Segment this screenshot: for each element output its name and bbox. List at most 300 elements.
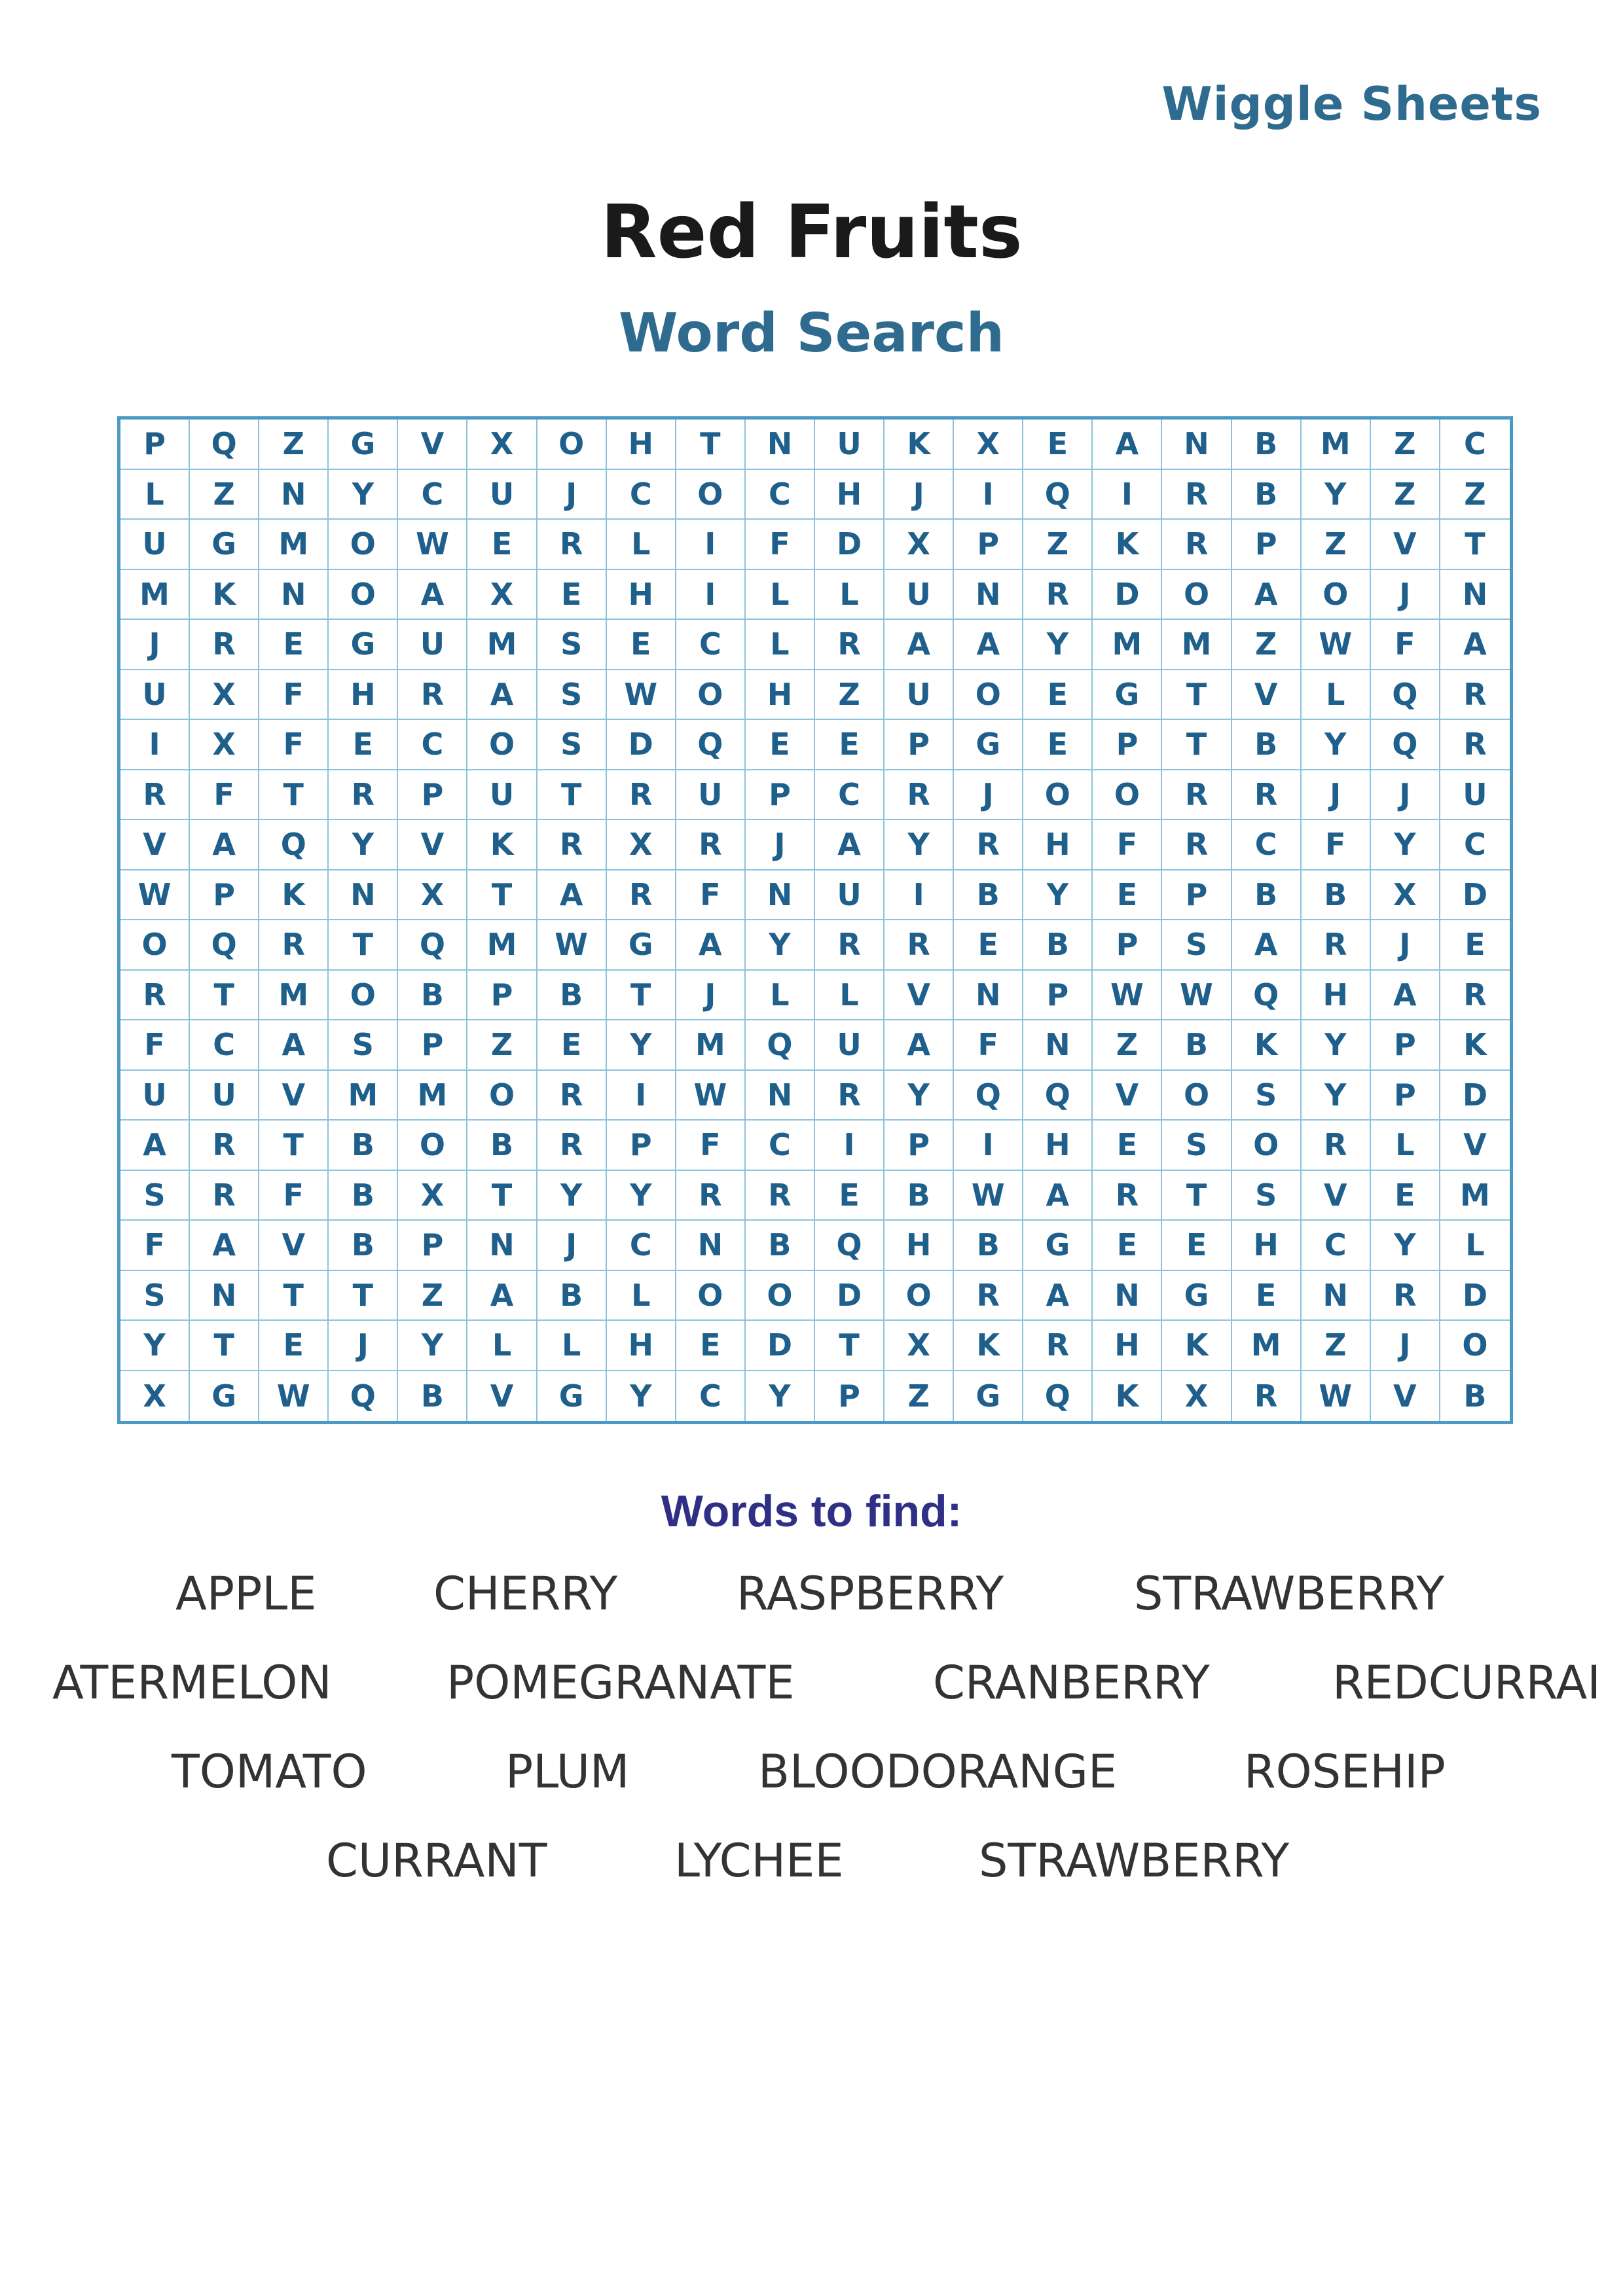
grid-cell: X [467,420,537,470]
grid-cell: Y [1371,820,1440,870]
grid-cell: V [1232,670,1302,721]
grid-cell: A [190,820,259,870]
grid-cell: Y [746,920,815,971]
grid-cell: R [1440,971,1510,1021]
grid-cell: L [746,570,815,620]
grid-cell: Y [1371,1221,1440,1271]
grid-cell: D [815,520,884,570]
grid-cell: O [120,920,190,971]
grid-cell: J [884,470,954,520]
grid-cell: E [538,570,607,620]
grid-cell: R [1232,770,1302,821]
grid-cell: W [120,870,190,921]
grid-cell: U [676,770,746,821]
word-item: CURRANT [326,1834,547,1888]
grid-cell: N [467,1221,537,1271]
word-item: ATERMELON [52,1656,332,1710]
grid-cell: W [676,1071,746,1121]
grid-cell: H [1232,1221,1302,1271]
grid-cell: P [607,1121,676,1171]
grid-cell: G [1023,1221,1093,1271]
grid-cell: R [676,820,746,870]
grid-cell: G [190,1371,259,1422]
grid-cell: G [607,920,676,971]
grid-cell: A [1232,920,1302,971]
grid-cell: W [1302,620,1371,670]
grid-cell: R [815,620,884,670]
grid-cell: Y [1302,1020,1371,1071]
grid-cell: R [607,770,676,821]
grid-cell: B [954,1221,1023,1271]
grid-cell: S [538,720,607,770]
grid-cell: H [607,1321,676,1371]
grid-cell: S [538,620,607,670]
grid-cell: Y [1302,470,1371,520]
grid-cell: F [676,870,746,921]
grid-cell: H [607,420,676,470]
grid-cell: B [467,1121,537,1171]
grid-cell: P [398,1221,467,1271]
grid-cell: J [1302,770,1371,821]
grid-cell: X [884,1321,954,1371]
grid-cell: R [1162,820,1231,870]
grid-cell: I [1093,470,1162,520]
grid-cell: M [1162,620,1231,670]
grid-cell: X [1162,1371,1231,1422]
grid-cell: O [676,670,746,721]
word-item: CHERRY [433,1567,618,1621]
grid-cell: R [538,520,607,570]
grid-cell: R [538,820,607,870]
grid-cell: T [259,1271,329,1321]
grid-cell: E [1093,870,1162,921]
grid-cell: T [815,1321,884,1371]
grid-cell: L [120,470,190,520]
grid-cell: G [329,620,398,670]
grid-cell: R [1023,1321,1093,1371]
grid-cell: M [1302,420,1371,470]
grid-cell: R [190,1121,259,1171]
grid-cell: L [538,1321,607,1371]
brand-name: Wiggle Sheets [1161,77,1542,131]
grid-cell: R [120,770,190,821]
grid-cell: I [120,720,190,770]
grid-cell: S [120,1271,190,1321]
grid-cell: B [1463,1378,1487,1414]
grid-cell: M [398,1071,467,1121]
grid-cell: B [954,870,1023,921]
word-item: APPLE [175,1567,317,1621]
grid-cell: M [259,971,329,1021]
grid-cell: F [954,1020,1023,1071]
grid-cell: L [467,1321,537,1371]
grid-cell: J [746,820,815,870]
grid-cell: Z [1302,520,1371,570]
word-item: POMEGRANATE [447,1656,795,1710]
grid-cell: D [746,1321,815,1371]
grid-cell: O [467,1071,537,1121]
grid-cell: F [120,1020,190,1071]
grid-cell: U [1440,770,1510,821]
grid-cell: U [467,770,537,821]
grid-cell: L [607,1271,676,1321]
grid-cell: G [954,1371,1023,1422]
grid-cell: I [954,470,1023,520]
grid-cell: R [259,920,329,971]
grid-cell: I [676,520,746,570]
grid-cell: R [815,920,884,971]
grid-cell: C [746,1121,815,1171]
grid-cell: T [1162,670,1231,721]
grid-cell: B [398,1371,467,1422]
grid-cell: N [1302,1271,1371,1321]
grid-cell: U [815,420,884,470]
grid-cell: S [1232,1071,1302,1121]
grid-cell: A [398,570,467,620]
grid-cell: V [1093,1071,1162,1121]
word-item: STRAWBERRY [979,1834,1290,1888]
grid-cell: U [398,620,467,670]
grid-cell: U [120,1071,190,1121]
grid-cell: K [1093,1371,1162,1422]
grid-cell: K [259,870,329,921]
grid-cell: C [398,720,467,770]
grid-cell: B [398,971,467,1021]
word-item: BLOODORANGE [758,1745,1118,1799]
grid-cell: U [884,670,954,721]
grid-cell: R [1302,1121,1371,1171]
grid-cell: Z [1093,1020,1162,1071]
grid-cell: N [954,971,1023,1021]
grid-cell: T [329,920,398,971]
grid-cell: A [1023,1171,1093,1221]
grid-cell: M [1232,1321,1302,1371]
grid-cell: R [1371,1271,1440,1321]
grid-cell: W [607,670,676,721]
grid-cell: Q [398,920,467,971]
grid-cell: X [1371,870,1440,921]
grid-cell: A [884,1020,954,1071]
grid-cell: X [398,1171,467,1221]
grid-cell: A [120,1121,190,1171]
grid-cell: W [1093,971,1162,1021]
grid-cell: Q [954,1071,1023,1121]
word-item: ROSEHIP [1244,1745,1446,1799]
grid-cell: B [1162,1020,1231,1071]
grid-cell: Z [1440,470,1510,520]
letter-grid [117,416,1513,1424]
grid-cell: R [190,1171,259,1221]
grid-cell: D [815,1271,884,1321]
grid-cell: T [538,770,607,821]
grid-cell: R [1440,670,1510,721]
grid-cell: O [884,1271,954,1321]
grid-cell: O [1162,570,1231,620]
grid-cell: R [884,920,954,971]
grid-cell: I [884,870,954,921]
grid-cell: Y [746,1371,815,1422]
grid-cell: E [538,1020,607,1071]
grid-cell: L [1440,1221,1510,1271]
grid-cell: E [1371,1171,1440,1221]
grid-cell: H [1093,1321,1162,1371]
grid-cell: L [607,520,676,570]
grid-cell: B [538,971,607,1021]
grid-cell: M [467,620,537,670]
grid-cell: F [259,670,329,721]
grid-cell: E [746,720,815,770]
word-item: CRANBERRY [933,1656,1210,1710]
grid-cell: A [259,1020,329,1071]
grid-cell: P [120,420,190,470]
grid-cell: Z [1371,420,1440,470]
grid-cell: R [676,1171,746,1221]
grid-cell: B [329,1121,398,1171]
grid-cell: H [884,1221,954,1271]
grid-cell: E [259,620,329,670]
grid-cell: V [259,1221,329,1271]
grid-cell: D [1440,1071,1510,1121]
grid-cell: P [1093,720,1162,770]
grid-cell: Q [1232,971,1302,1021]
word-item: TOMATO [172,1745,367,1799]
grid-cell: P [1371,1020,1440,1071]
grid-cell: A [815,820,884,870]
grid-cell: E [1162,1221,1231,1271]
grid-cell: K [1162,1321,1231,1371]
grid-cell: R [1162,520,1231,570]
grid-cell: Q [190,420,259,470]
grid-cell: X [884,520,954,570]
grid-cell: M [1440,1171,1510,1221]
grid-cell: P [815,1371,884,1422]
grid-cell: T [190,971,259,1021]
grid-cell: V [1302,1171,1371,1221]
grid-cell: B [746,1221,815,1271]
grid-cell: P [467,971,537,1021]
grid-cell: O [467,720,537,770]
grid-cell: C [398,470,467,520]
grid-cell: R [954,820,1023,870]
grid-cell: Z [467,1020,537,1071]
grid-cell: V [398,820,467,870]
grid-cell: L [815,570,884,620]
grid-cell: Y [398,1321,467,1371]
grid-cell: S [1232,1171,1302,1221]
grid-cell: E [607,620,676,670]
grid-cell: F [190,770,259,821]
grid-cell: U [120,520,190,570]
grid-cell: N [259,470,329,520]
grid-cell: T [259,770,329,821]
grid-cell: R [884,770,954,821]
grid-cell: N [1162,420,1231,470]
grid-cell: P [954,520,1023,570]
grid-cell: A [954,620,1023,670]
grid-cell: A [1093,420,1162,470]
grid-cell: V [1440,1121,1510,1171]
grid-cell: K [1440,1020,1510,1071]
grid-cell: Q [676,720,746,770]
grid-cell: W [259,1371,329,1422]
grid-cell: C [676,620,746,670]
grid-cell: P [884,1121,954,1171]
grid-cell: A [1440,620,1510,670]
grid-cell: F [1093,820,1162,870]
grid-cell: K [954,1321,1023,1371]
grid-cell: Z [1232,620,1302,670]
grid-cell: W [398,520,467,570]
grid-cell: H [1302,971,1371,1021]
grid-cell: E [815,1171,884,1221]
grid-cell: Q [1023,470,1093,520]
grid-cell: L [1371,1121,1440,1171]
grid-cell: Y [538,1171,607,1221]
words-heading: Words to find: [661,1486,962,1536]
grid-cell: T [1162,720,1231,770]
grid-cell: C [607,1221,676,1271]
grid-cell: O [329,570,398,620]
grid-cell: N [746,420,815,470]
grid-cell: A [884,620,954,670]
grid-cell: D [1440,870,1510,921]
grid-cell: E [1023,720,1093,770]
grid-cell: Y [329,470,398,520]
grid-cell: E [1023,420,1093,470]
grid-cell: C [746,470,815,520]
grid-cell: Z [398,1271,467,1321]
grid-cell: W [538,920,607,971]
grid-cell: R [954,1271,1023,1321]
grid-cell: T [467,870,537,921]
grid-cell: K [884,420,954,470]
grid-cell: O [1440,1321,1510,1371]
grid-cell: C [1440,420,1510,470]
grid-cell: J [954,770,1023,821]
grid-cell: R [1302,920,1371,971]
grid-cell: B [329,1221,398,1271]
grid-cell: L [1302,670,1371,721]
grid-cell: J [329,1321,398,1371]
grid-cell: O [1162,1071,1231,1121]
grid-cell: O [329,520,398,570]
grid-cell: X [607,820,676,870]
grid-cell: R [538,1121,607,1171]
grid-cell: J [538,1221,607,1271]
grid-cell: N [1023,1020,1093,1071]
grid-cell: T [1440,520,1510,570]
grid-cell: K [190,570,259,620]
grid-cell: O [1302,570,1371,620]
grid-cell: F [120,1221,190,1271]
grid-cell: V [259,1071,329,1121]
grid-cell: Z [1371,470,1440,520]
grid-cell: W [1302,1371,1371,1422]
grid-cell: E [954,920,1023,971]
grid-cell: Y [607,1171,676,1221]
grid-cell: U [120,670,190,721]
grid-cell: C [190,1020,259,1071]
grid-cell: B [538,1271,607,1321]
grid-cell: C [1232,820,1302,870]
grid-cell: E [815,720,884,770]
grid-cell: M [676,1020,746,1071]
page-subtitle: Word Search [619,302,1004,365]
grid-cell: P [398,770,467,821]
grid-cell: U [467,470,537,520]
grid-cell: N [259,570,329,620]
grid-cell: N [190,1271,259,1321]
grid-cell: P [746,770,815,821]
grid-cell: A [1232,570,1302,620]
grid-cell: X [120,1371,190,1422]
grid-cell: C [1440,820,1510,870]
grid-cell: E [1023,670,1093,721]
grid-cell: R [815,1071,884,1121]
grid-cell: O [398,1121,467,1171]
grid-cell: F [1302,820,1371,870]
grid-cell: O [676,1271,746,1321]
grid-cell: H [815,470,884,520]
grid-cell: P [1371,1071,1440,1121]
grid-cell: T [190,1321,259,1371]
grid-cell: N [746,870,815,921]
grid-cell: Q [1371,670,1440,721]
grid-cell: L [746,620,815,670]
grid-cell: O [954,670,1023,721]
grid-cell: V [884,971,954,1021]
grid-cell: H [329,670,398,721]
grid-cell: A [467,1271,537,1321]
grid-cell: N [746,1071,815,1121]
grid-cell: E [467,520,537,570]
grid-cell: A [538,870,607,921]
grid-cell: F [746,520,815,570]
grid-cell: G [538,1371,607,1422]
grid-cell: P [884,720,954,770]
word-item: LYCHEE [674,1834,844,1888]
grid-cell: M [467,920,537,971]
grid-cell: D [607,720,676,770]
grid-cell: A [467,670,537,721]
grid-cell: X [398,870,467,921]
grid-cell: Z [190,470,259,520]
grid-cell: K [1232,1020,1302,1071]
grid-cell: N [676,1221,746,1271]
grid-cell: Q [329,1371,398,1422]
grid-cell: C [1302,1221,1371,1271]
grid-cell: E [1093,1221,1162,1271]
grid-cell: U [884,570,954,620]
grid-cell: J [1371,920,1440,971]
grid-cell: N [329,870,398,921]
grid-cell: T [1162,1171,1231,1221]
grid-cell: Y [1023,620,1093,670]
grid-cell: T [259,1121,329,1171]
grid-cell: E [1440,920,1510,971]
grid-cell: R [1023,570,1093,620]
grid-cell: U [190,1071,259,1121]
grid-cell: B [329,1171,398,1221]
grid-cell: M [259,520,329,570]
grid-cell: U [815,1020,884,1071]
page-title: Red Fruits [600,190,1023,275]
grid-cell: Z [815,670,884,721]
grid-cell: J [1371,1321,1440,1371]
grid-cell: X [190,670,259,721]
grid-cell: R [190,620,259,670]
grid-cell: O [538,420,607,470]
